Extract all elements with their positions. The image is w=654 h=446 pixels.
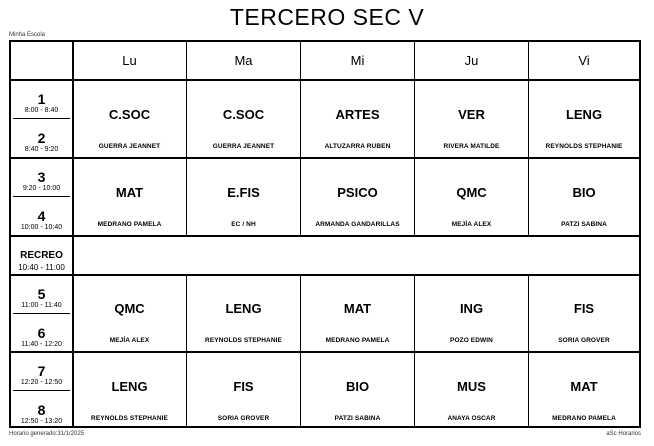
period-time: 12:50 - 13:20 [20,418,63,425]
period-time: 12:20 - 12:50 [20,379,63,386]
lesson-cell [73,275,186,351]
subject: BIO [572,185,596,200]
period-divider [13,118,70,119]
lesson-cell [301,159,414,235]
teacher: PATZI SABINA [561,221,607,228]
teacher: MEDRANO PAMELA [552,415,616,422]
subject: MAT [570,379,598,394]
period-time: 11:00 - 11:40 [21,302,62,309]
subject: PSICO [337,185,378,200]
software-credit: aSc Horarios [606,431,641,437]
period-label [11,209,72,232]
subject: QMC [114,301,145,316]
recreo-time: 10:40 - 11:00 [18,263,65,272]
lesson-cell [187,159,300,235]
lesson-cell [415,275,528,351]
page-title: TERCERO SEC V [229,4,425,30]
period-number: 7 [37,363,46,379]
lesson-cell [415,353,528,428]
lesson-cell [73,353,186,428]
subject: QMC [456,185,487,200]
subject: LENG [111,379,148,394]
period-label [11,403,72,426]
teacher: MEDRANO PAMELA [325,337,390,344]
day-header-ma: Ma [234,53,253,68]
period-time: 10:00 - 10:40 [20,224,63,231]
period-number: 6 [37,325,46,341]
teacher: ARMANDA GANDARILLAS [315,221,400,228]
teacher: REYNOLDS STEPHANIE [545,143,623,150]
period-time: 8:00 - 8:40 [24,107,59,114]
period-time: 8:40 - 9:20 [24,146,59,153]
subject: MAT [343,301,372,316]
lesson-cell [73,159,186,235]
day-header-mi: Mi [350,53,365,68]
lesson-cell [529,353,639,428]
lesson-cell [301,275,414,351]
lesson-cell [187,81,300,157]
teacher: MEJÍA ALEX [109,337,150,344]
lesson-cell [415,159,528,235]
lesson-cell [187,353,300,428]
lesson-cell [73,81,186,157]
teacher: ANAYA OSCAR [447,415,496,422]
subject: VER [458,107,485,122]
subject: MUS [457,379,486,394]
period-time: 9:20 - 10:00 [22,185,61,192]
lesson-cell [301,353,414,428]
teacher: ALTUZARRA RUBEN [324,143,391,150]
teacher: MEDRANO PAMELA [97,221,162,228]
period-number: 2 [37,130,46,146]
recreo-divider-top [9,235,641,237]
subject: FIS [233,379,254,394]
recreo-name: RECREO [20,250,63,261]
period-divider [13,196,70,197]
generated-date: Horario generado:31/1/2025 [9,431,85,437]
period-divider [13,390,70,391]
period-label [11,170,72,193]
lesson-cell [529,81,639,157]
day-header-lu: Lu [122,53,137,68]
subject: MAT [115,185,144,200]
teacher: EC / NH [231,221,256,228]
day-header-vi: Vi [578,53,590,68]
teacher: GUERRA JEANNET [212,143,275,150]
teacher: REYNOLDS STEPHANIE [205,337,282,344]
teacher: POZO EDWIN [450,337,493,344]
subject: E.FIS [227,185,260,200]
day-header-ju: Ju [464,53,479,68]
lesson-cell [529,275,639,351]
subject: ARTES [335,107,380,122]
subject: C.SOC [222,107,265,122]
school-name: Minha Escola [9,32,46,38]
subject: LENG [225,301,262,316]
teacher: PATZI SABINA [334,415,381,422]
period-number: 5 [37,286,46,302]
period-label [11,326,72,349]
lesson-cell [187,275,300,351]
teacher: SORIA GROVER [217,415,270,422]
period-label [11,287,72,310]
subject: LENG [565,107,603,122]
period-number: 1 [37,91,46,107]
teacher: REYNOLDS STEPHANIE [91,415,168,422]
lesson-cell [415,81,528,157]
subject: FIS [573,301,595,316]
period-divider [13,313,70,314]
subject: C.SOC [108,107,151,122]
period-label [11,131,72,154]
period-number: 3 [37,169,46,185]
period-number: 4 [37,208,46,224]
recreo-label [11,249,72,273]
teacher: MEJÍA ALEX [451,221,492,228]
lesson-cell [301,81,414,157]
period-time: 11:40 - 12:20 [21,341,62,348]
teacher: GUERRA JEANNET [98,143,161,150]
lesson-cell [529,159,639,235]
teacher: SORIA GROVER [558,337,610,344]
subject: BIO [345,379,370,394]
period-label [11,92,72,115]
subject: ING [459,301,484,316]
period-number: 8 [37,402,46,418]
period-label [11,364,72,387]
teacher: RIVERA MATILDE [443,143,500,150]
